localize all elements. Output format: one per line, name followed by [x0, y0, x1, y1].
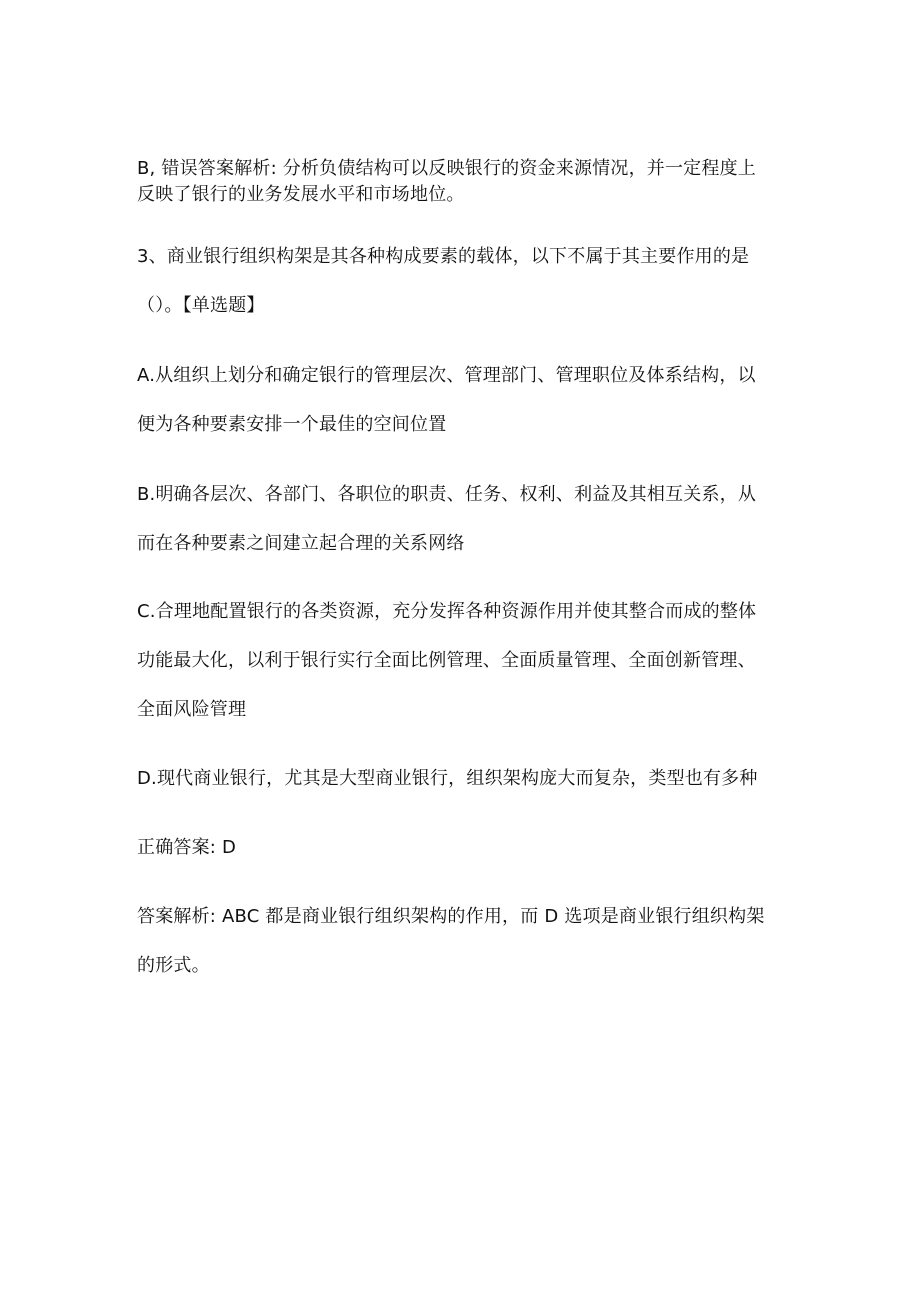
prev-explanation-line-1: B, 错误答案解析: 分析负债结构可以反映银行的资金来源情况，并一定程度上: [137, 158, 756, 179]
option-b-line-2: 而在各种要素之间建立起合理的关系网络: [137, 533, 465, 554]
option-c-line-3: 全面风险管理: [137, 699, 247, 720]
explanation-line-2: 的形式。: [137, 955, 210, 976]
correct-answer: 正确答案: D: [137, 837, 237, 858]
option-a-line-2: 便为各种要素安排一个最佳的空间位置: [137, 414, 447, 435]
option-d-line-1: D.现代商业银行，尤其是大型商业银行，组织架构庞大而复杂，类型也有多种: [137, 768, 758, 789]
question-text-line-2: （）。【单选题】: [137, 295, 265, 316]
option-c-line-2: 功能最大化，以利于银行实行全面比例管理、全面质量管理、全面创新管理、: [137, 650, 756, 671]
option-c-line-1: C.合理地配置银行的各类资源，充分发挥各种资源作用并使其整合而成的整体: [137, 601, 757, 622]
explanation-line-1: 答案解析: ABC 都是商业银行组织架构的作用，而 D 选项是商业银行组织构架: [137, 906, 765, 927]
prev-explanation-line-2: 反映了银行的业务发展水平和市场地位。: [137, 184, 465, 205]
option-b-line-1: B.明确各层次、各部门、各职位的职责、任务、权利、利益及其相互关系，从: [137, 484, 757, 505]
option-a-line-1: A.从组织上划分和确定银行的管理层次、管理部门、管理职位及体系结构，以: [137, 365, 756, 386]
question-text-line-1: 3、商业银行组织构架是其各种构成要素的载体，以下不属于其主要作用的是: [137, 246, 750, 267]
